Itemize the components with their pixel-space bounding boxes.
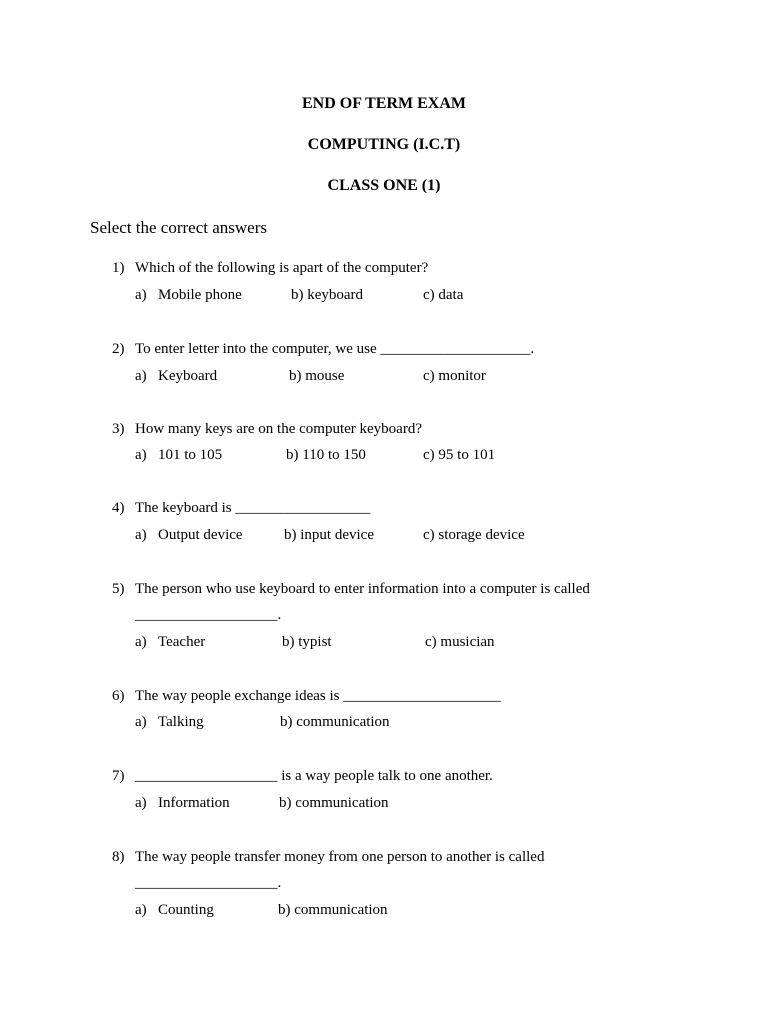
question-text-continued: ___________________.	[135, 607, 282, 623]
question-text: How many keys are on the computer keyboard?	[135, 421, 422, 437]
option-a: Output device	[158, 527, 243, 543]
option-letter: a)	[135, 368, 147, 384]
question-text: ___________________ is a way people talk to one another.	[135, 768, 493, 784]
question-text: The way people transfer money from one person to another is called	[135, 849, 545, 865]
question-text: The keyboard is __________________	[135, 500, 371, 516]
option-letter: a)	[135, 714, 147, 730]
option-a: Counting	[158, 902, 214, 918]
option-a: 101 to 105	[158, 447, 223, 463]
option-letter: a)	[135, 447, 147, 463]
option-letter: a)	[135, 902, 147, 918]
option-b: b) keyboard	[291, 287, 364, 303]
option-c: c) 95 to 101	[423, 447, 496, 463]
option-b: b) input device	[284, 527, 374, 543]
option-b: b) mouse	[289, 368, 345, 384]
exam-title: END OF TERM EXAM	[302, 95, 466, 112]
question-number: 7)	[112, 768, 125, 784]
option-c: c) musician	[425, 634, 495, 650]
option-a: Keyboard	[158, 368, 218, 384]
question-number: 1)	[112, 260, 125, 276]
option-letter: a)	[135, 287, 147, 303]
question-text: The person who use keyboard to enter information into a computer is called	[135, 581, 590, 597]
instructions: Select the correct answers	[90, 218, 267, 237]
question-number: 4)	[112, 500, 125, 516]
question-number: 3)	[112, 421, 125, 437]
question-text: The way people exchange ideas is _____________________	[135, 688, 501, 704]
option-b: b) 110 to 150	[286, 447, 366, 463]
option-c: c) storage device	[423, 527, 525, 543]
option-c: c) data	[423, 287, 464, 303]
option-letter: a)	[135, 634, 147, 650]
option-a: Information	[158, 795, 230, 811]
exam-subject: COMPUTING (I.C.T)	[307, 136, 461, 153]
option-c: c) monitor	[423, 368, 486, 384]
option-b: b) communication	[280, 714, 390, 730]
option-letter: a)	[135, 795, 147, 811]
question-text: Which of the following is apart of the computer?	[135, 260, 429, 276]
question-number: 8)	[112, 849, 125, 865]
question-number: 5)	[112, 581, 125, 597]
question-text-continued: ___________________.	[135, 875, 282, 891]
option-a: Mobile phone	[158, 287, 242, 303]
option-letter: a)	[135, 527, 147, 543]
option-b: b) communication	[279, 795, 389, 811]
option-a: Teacher	[158, 634, 206, 650]
option-a: Talking	[158, 714, 204, 730]
option-b: b) communication	[278, 902, 388, 918]
question-number: 6)	[112, 688, 125, 704]
question-text: To enter letter into the computer, we use ____________________.	[135, 341, 535, 357]
exam-class: CLASS ONE (1)	[327, 177, 441, 194]
question-number: 2)	[112, 341, 125, 357]
option-b: b) typist	[282, 634, 332, 650]
